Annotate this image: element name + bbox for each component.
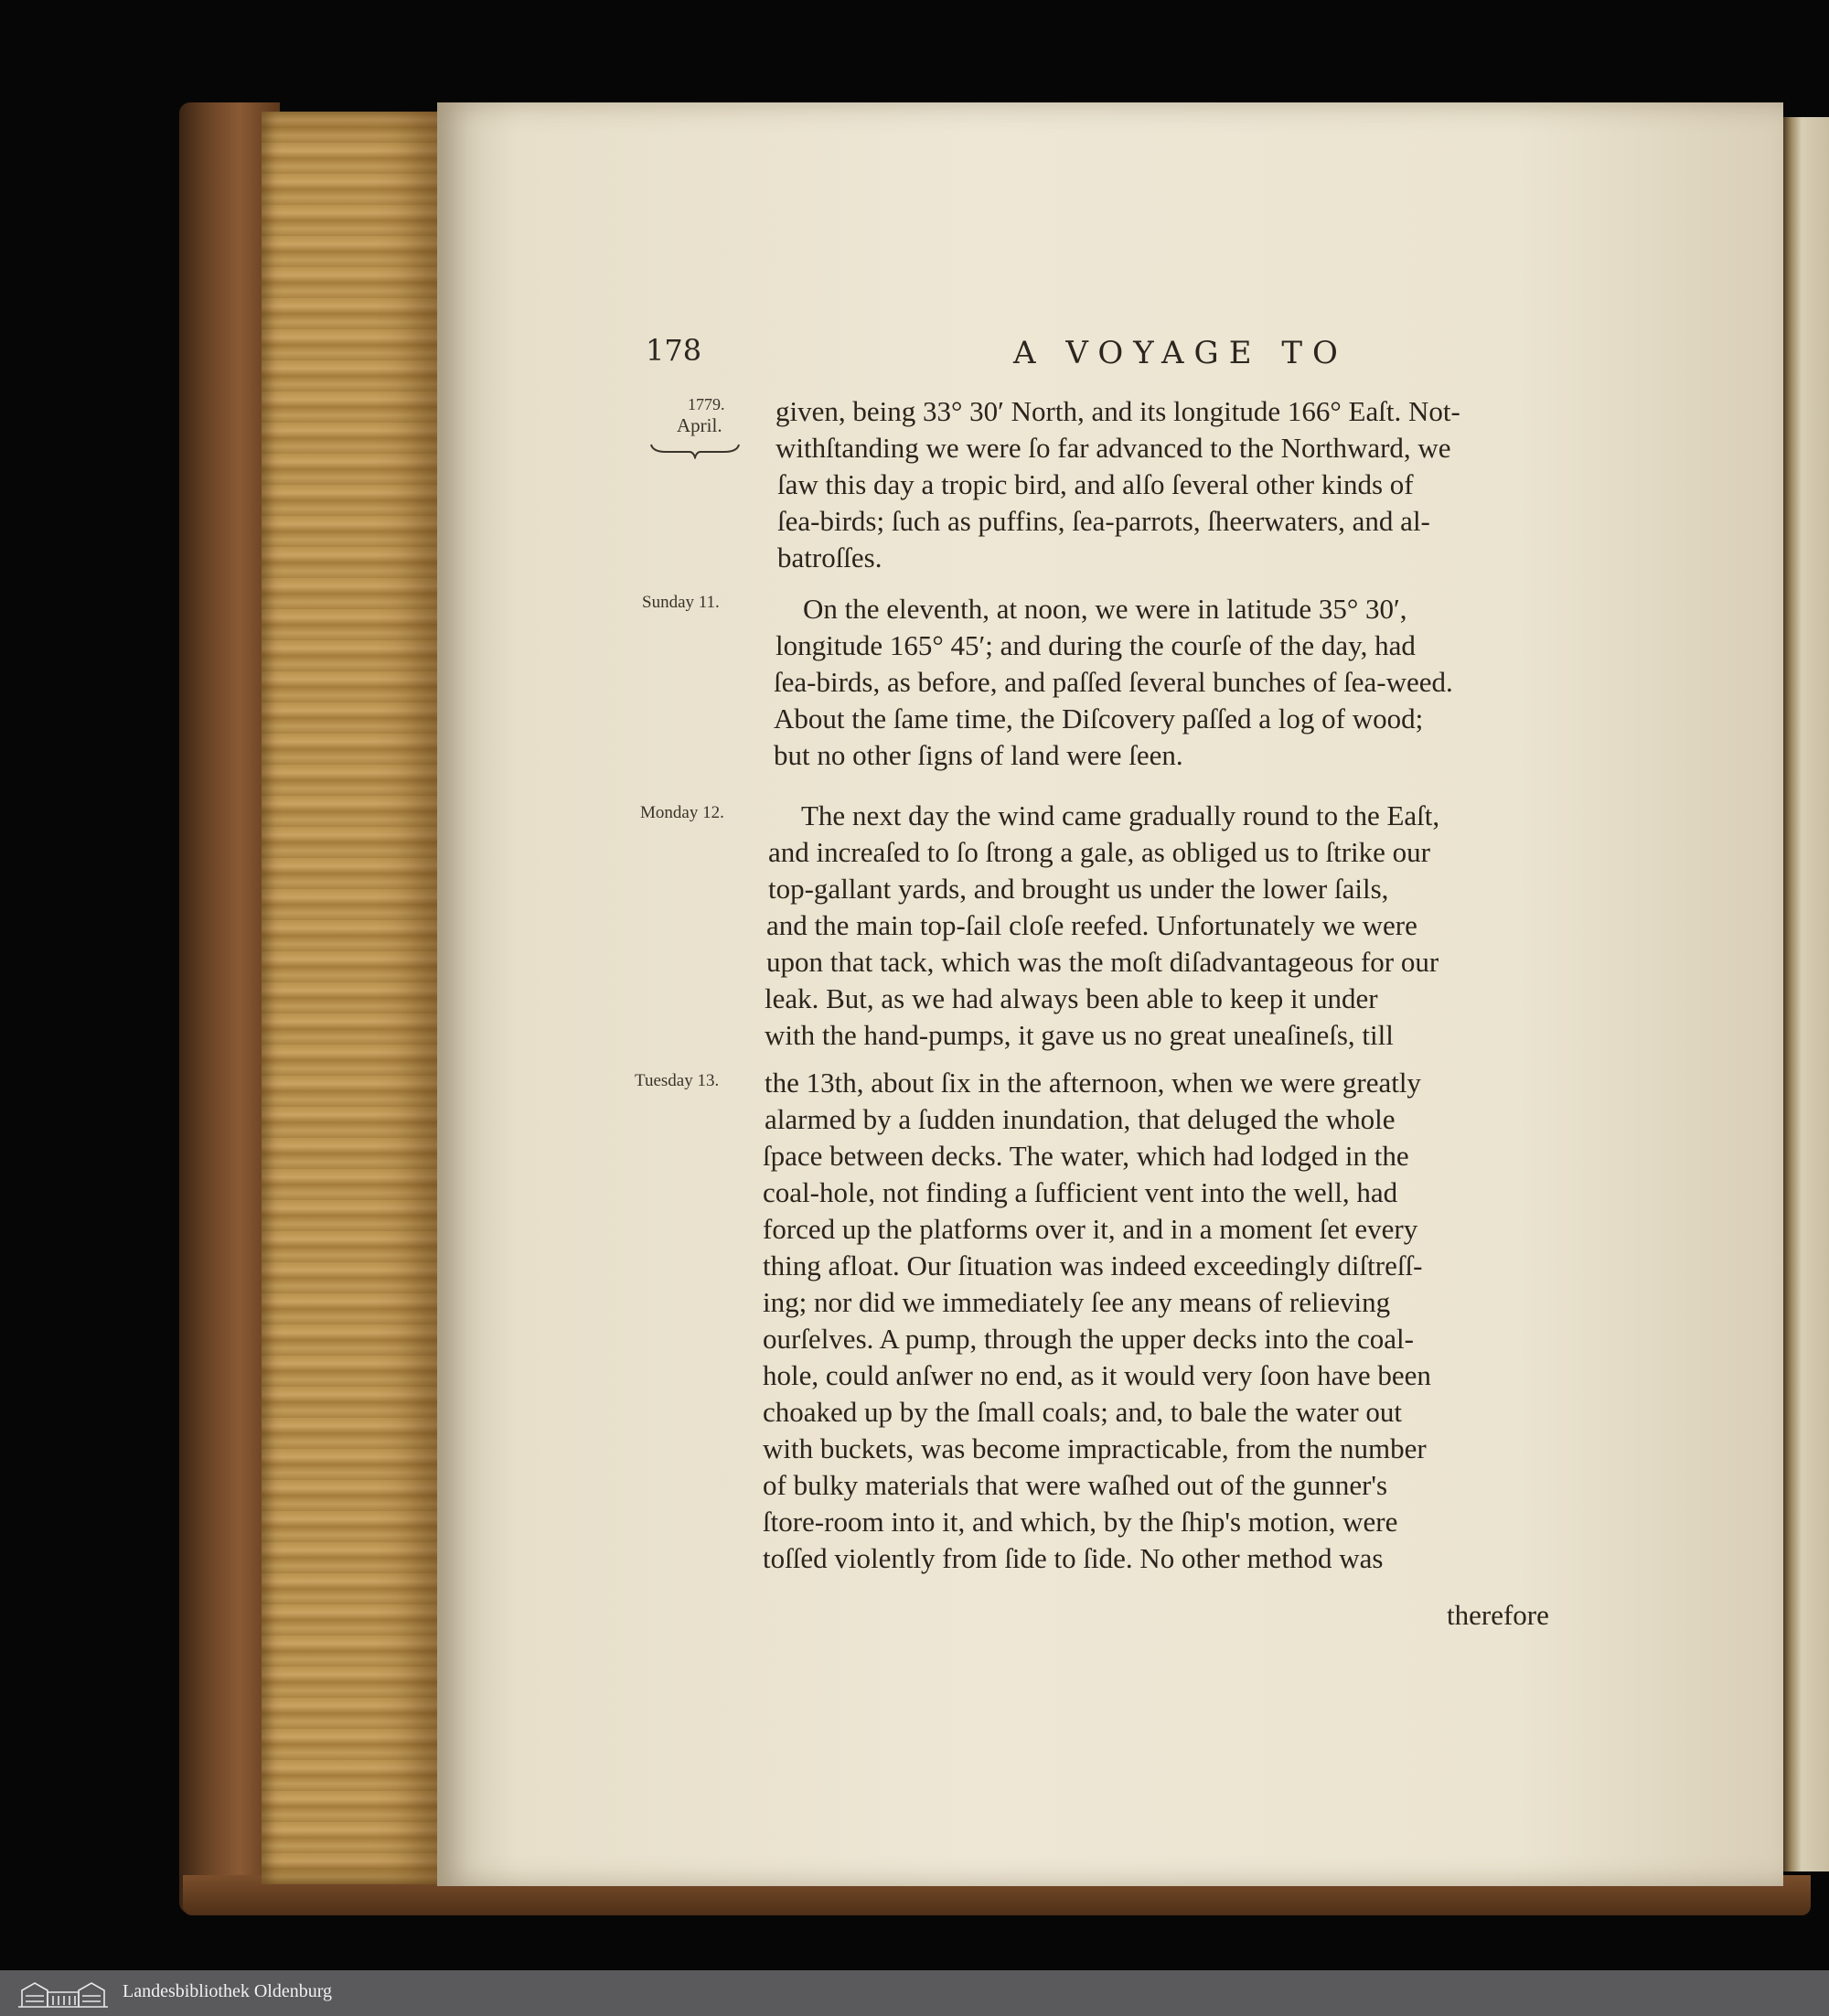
text-line: choaked up by the ſmall coals; and, to bale the water out xyxy=(763,1396,1402,1428)
text-line: upon that tack, which was the moſt diſadvantageous for our xyxy=(766,946,1439,978)
text-line: with buckets, was become impracticable, from the number xyxy=(763,1432,1427,1464)
text-line: ſea-birds, as before, and paſſed ſeveral bunches of ſea-weed. xyxy=(774,666,1453,698)
text-line: toſſed violently from ſide to ſide. No other method was xyxy=(763,1542,1384,1574)
text-line: ſaw this day a tropic bird, and alſo ſeveral other kinds of xyxy=(777,468,1414,500)
text-line: longitude 165° 45′; and during the courſe of the day, had xyxy=(775,629,1416,661)
text-line: ſea-birds; ſuch as puffins, ſea-parrots, ſheerwaters, and al- xyxy=(777,505,1430,537)
text-line: withſtanding we were ſo far advanced to the Northward, we xyxy=(775,432,1451,464)
facing-page-edge xyxy=(1783,117,1829,1871)
margin-brace-icon xyxy=(649,441,741,459)
text-line: but no other ſigns of land were ſeen. xyxy=(774,739,1183,771)
text-line: forced up the platforms over it, and in a moment ſet every xyxy=(763,1213,1418,1245)
text-line: ſtore-room into it, and which, by the ſhip's motion, were xyxy=(763,1506,1398,1538)
text-line: alarmed by a ſudden inundation, that deluged the whole xyxy=(765,1103,1396,1135)
library-building-icon xyxy=(16,1978,110,2009)
library-name: Landesbibliothek Oldenburg xyxy=(123,1981,333,2001)
footer-bar xyxy=(0,1970,1829,2016)
margin-month: April. xyxy=(677,414,722,436)
catchword: therefore xyxy=(1447,1599,1549,1631)
text-line: On the eleventh, at noon, we were in latitude 35° 30′, xyxy=(803,593,1407,625)
page-number: 178 xyxy=(646,333,702,368)
text-line: leak. But, as we had always been able to keep it under xyxy=(765,982,1378,1014)
text-line: and increaſed to ſo ſtrong a gale, as obliged us to ſtrike our xyxy=(768,836,1430,868)
text-line: batroſſes. xyxy=(777,542,882,574)
running-head: A VOYAGE TO xyxy=(1013,335,1348,371)
text-line: ing; nor did we immediately ſee any means of relieving xyxy=(763,1286,1391,1318)
text-line: and the main top-ſail cloſe reefed. Unfortunately we were xyxy=(766,909,1417,941)
margin-tuesday: Tuesday 13. xyxy=(635,1071,720,1090)
margin-monday: Monday 12. xyxy=(640,803,724,822)
text-line: ourſelves. A pump, through the upper decks into the coal- xyxy=(763,1323,1414,1355)
text-line: given, being 33° 30′ North, and its longitude 166° Eaſt. Not- xyxy=(775,395,1460,427)
text-line: the 13th, about ſix in the afternoon, when we were greatly xyxy=(765,1067,1421,1099)
margin-year: 1779. xyxy=(688,395,725,413)
page-edges xyxy=(262,112,444,1884)
text-line: thing afloat. Our ſituation was indeed exceedingly diſtreſſ- xyxy=(763,1249,1423,1281)
text-line: About the ſame time, the Diſcovery paſſed a log of wood; xyxy=(774,702,1424,735)
text-line: with the hand-pumps, it gave us no great uneaſineſs, till xyxy=(765,1019,1394,1051)
text-line: coal-hole, not finding a ſufficient vent into the well, had xyxy=(763,1176,1398,1208)
text-line: The next day the wind came gradually round to the Eaſt, xyxy=(801,799,1440,831)
text-line: of bulky materials that were waſhed out of the gunner's xyxy=(763,1469,1388,1501)
text-line: hole, could anſwer no end, as it would very ſoon have been xyxy=(763,1359,1431,1391)
margin-sunday: Sunday 11. xyxy=(642,593,720,612)
text-line: ſpace between decks. The water, which had lodged in the xyxy=(763,1140,1409,1172)
text-line: top-gallant yards, and brought us under the lower ſails, xyxy=(768,873,1389,905)
